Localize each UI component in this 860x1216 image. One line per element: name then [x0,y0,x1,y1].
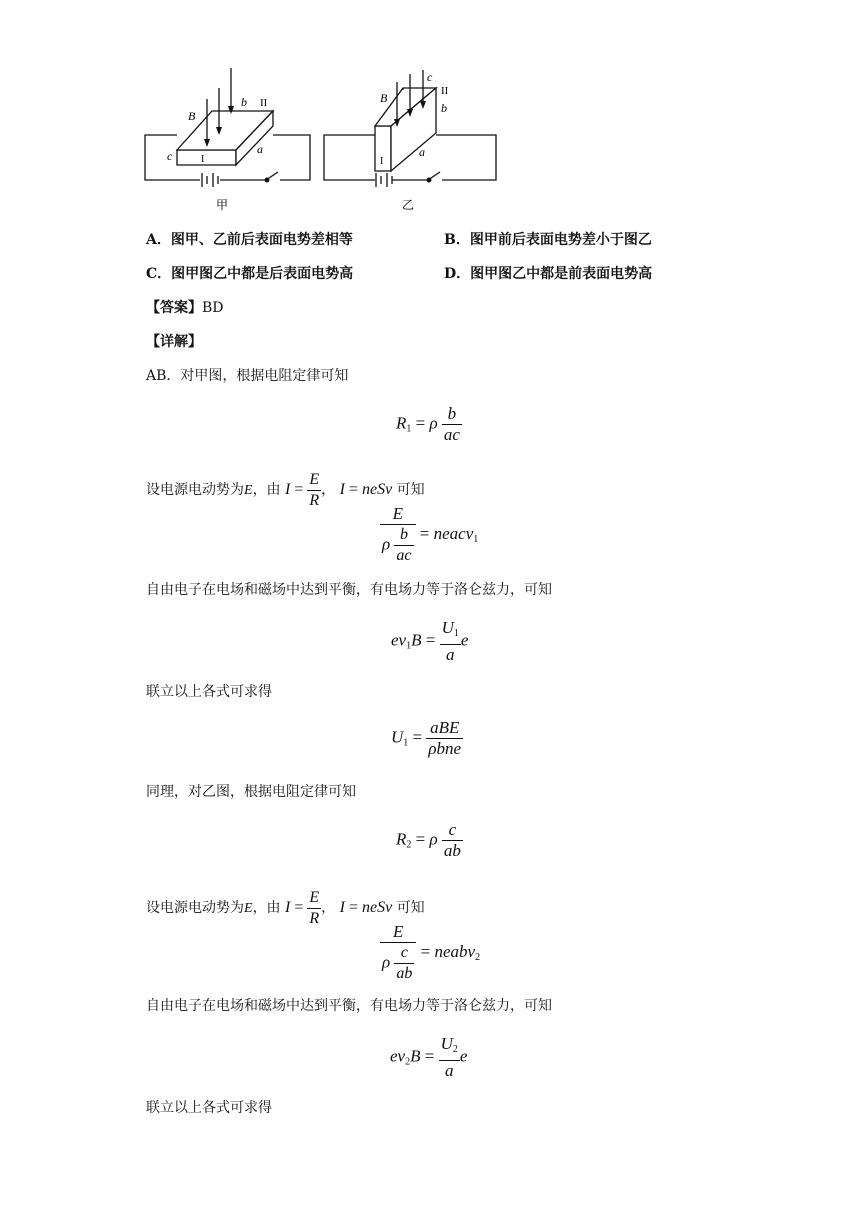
figure-yi [320,64,505,214]
label-b: b [241,95,247,109]
figure-yi-caption: 乙 [402,198,415,212]
label-a: a [419,145,425,159]
answer-value: BD [202,300,224,316]
option-c: C．图甲图乙中都是后表面电势高 [146,266,354,282]
formula-r2: $R_2 = \rho$ $\frac{c}{ab}$ [396,820,461,860]
balance-line-2: 自由电子在电场和磁场中达到平衡，有电场力等于洛仑兹力，可知 [146,998,552,1014]
label-a: a [257,142,263,156]
label-II: II [260,97,268,109]
combine-line-1: 联立以上各式可求得 [146,684,272,700]
balance-line-1: 自由电子在电场和磁场中达到平衡，有电场力等于洛仑兹力，可知 [146,582,552,598]
same-yi-line: 同理，对乙图，根据电阻定律可知 [146,784,356,800]
label-b: b [441,101,447,115]
formula-balance-2: $ev_2B$ = $\frac{U_2}{a}$ e [390,1034,468,1080]
formula-balance-1: $ev_1B$ = $\frac{U_1}{a}$ e [391,618,469,664]
label-B: B [188,109,196,123]
formula-r1: $R_1 = \rho$ $\frac{b}{ac}$ [396,404,460,444]
option-d: D．图甲图乙中都是前表面电势高 [444,266,653,282]
answer-label: 【答案】 [146,300,202,316]
label-I: I [201,154,205,165]
option-a: A．图甲、乙前后表面电势差相等 [146,232,353,248]
combine-line-2: 联立以上各式可求得 [146,1100,272,1116]
formula-current-2: E ρ $\frac{c}{ab}$ = neabv$_2$ [382,922,481,982]
figure-jia [140,64,320,214]
label-B: B [380,91,388,105]
figure-jia-caption: 甲 [216,198,229,212]
label-II: II [441,85,449,97]
label-c: c [427,70,433,84]
ab-intro: AB．对甲图，根据电阻定律可知 [146,368,349,384]
label-c: c [167,149,173,163]
emf-line-2: 设电源电动势为E，由 I = $\frac{E}{R}$ ， I = neSv 可知 [146,889,425,927]
detail-label: 【详解】 [146,334,202,350]
emf-line-1: 设电源电动势为E，由 I = $\frac{E}{R}$ ， I = neSv 可知 [146,471,425,509]
option-b: B．图甲前后表面电势差小于图乙 [444,232,652,248]
formula-u1: $U_1$ = $\frac{\text{aBE}}{\text{ρbne}}$ [391,718,462,758]
formula-current-1: E ρ $\frac{b}{ac}$ = neacv$_1$ [382,504,479,564]
answer-line [146,298,224,318]
label-I: I [380,156,384,167]
